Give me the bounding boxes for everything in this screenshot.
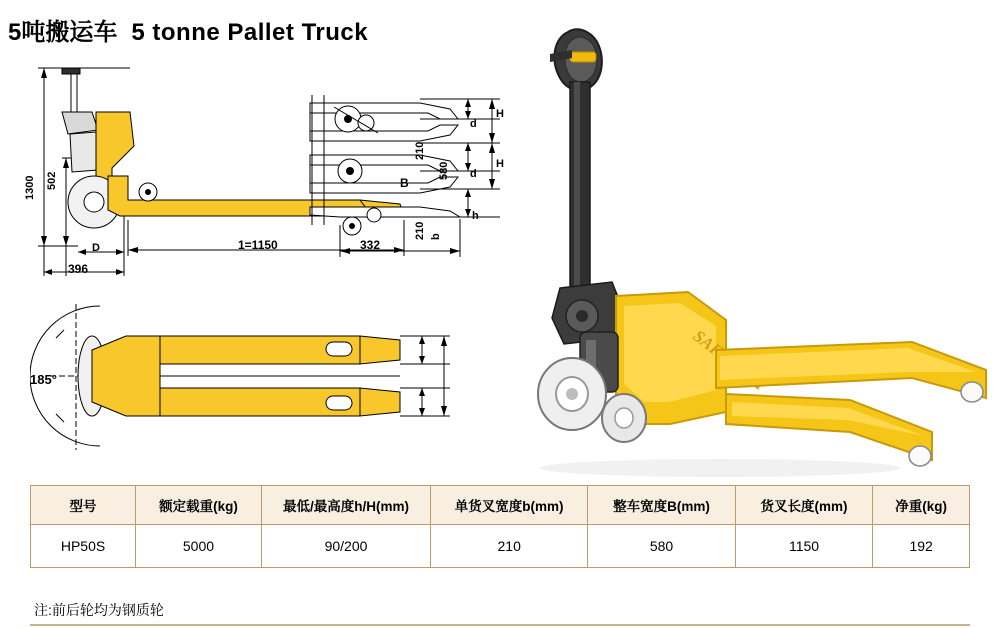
table-header-row xyxy=(31,486,970,525)
cell-fork-length: 1150 xyxy=(735,525,873,568)
cell-rated-load: 5000 xyxy=(136,525,262,568)
cell-single-fork-width: 210 xyxy=(431,525,588,568)
header-net-weight: 净重(kg) xyxy=(873,486,970,525)
cell-model: HP50S xyxy=(31,525,136,568)
dim-185-deg: 185° xyxy=(30,372,57,387)
dim-332: 332 xyxy=(360,238,381,252)
header-rated-load: 额定载重(kg) xyxy=(136,486,262,525)
cell-overall-width: 580 xyxy=(588,525,736,568)
page-title-chinese: 5吨搬运车 xyxy=(8,19,118,46)
dim-fork-length: 1=1150 xyxy=(238,238,278,252)
header-min-max-height: 最低/最高度h/H(mm) xyxy=(261,486,430,525)
dim-B-letter: B xyxy=(400,176,409,190)
footer-divider xyxy=(30,624,970,626)
dim-580: 580 xyxy=(438,161,450,180)
technical-drawings xyxy=(0,50,520,480)
cell-net-weight: 192 xyxy=(873,525,970,568)
top-view-drawing xyxy=(30,290,500,470)
table-note: 注:前后轮均为钢质轮 xyxy=(34,602,164,618)
header-fork-length: 货叉长度(mm) xyxy=(735,486,873,525)
header-single-fork-width: 单货叉宽度b(mm) xyxy=(431,486,588,525)
dim-1300: 1300 xyxy=(24,175,36,200)
dim-D: D xyxy=(92,242,100,254)
dim-d-lower: d xyxy=(470,168,477,180)
dim-396: 396 xyxy=(68,262,89,276)
dim-b-letter: b xyxy=(430,233,442,240)
specification-table xyxy=(30,485,970,568)
page-title xyxy=(8,12,368,47)
dim-210-lower: 210 xyxy=(414,221,426,240)
dim-210-upper: 210 xyxy=(414,141,426,160)
page-title-english: 5 tonne Pallet Truck xyxy=(131,19,369,46)
dim-H-upper: H xyxy=(496,108,504,120)
pallet-truck-illustration xyxy=(520,20,1000,480)
dim-502: 502 xyxy=(46,171,58,190)
cell-min-max-height: 90/200 xyxy=(261,525,430,568)
header-model: 型号 xyxy=(31,486,136,525)
product-photo xyxy=(520,20,1000,480)
header-overall-width: 整车宽度B(mm) xyxy=(588,486,736,525)
dim-h-lowered: h xyxy=(472,210,479,222)
table-row xyxy=(31,525,970,568)
dim-d-upper: d xyxy=(470,118,477,130)
dim-H-lower: H xyxy=(496,158,504,170)
